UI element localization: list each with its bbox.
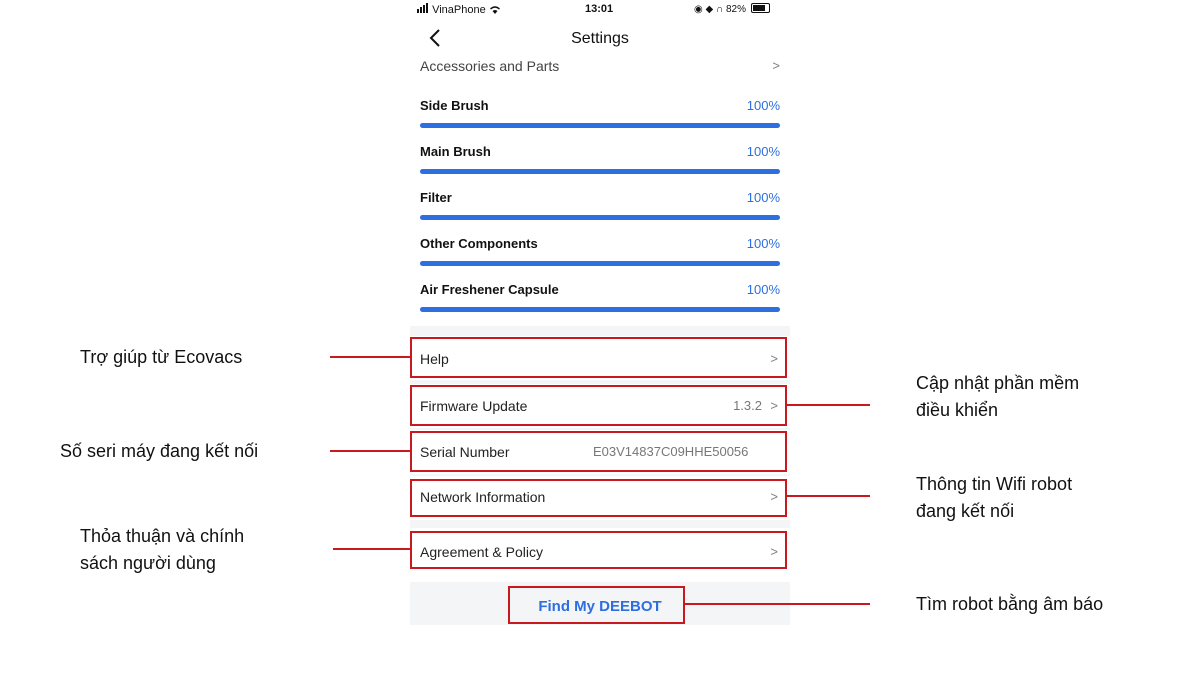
- firmware-version: 1.3.2: [733, 398, 762, 413]
- alarm-icon: ◉ ◆ ∩: [694, 4, 724, 15]
- carrier-name: VinaPhone: [432, 4, 486, 16]
- part-name: Side Brush: [420, 98, 489, 113]
- wifi-icon: [489, 5, 501, 14]
- firmware-annotation: Cập nhật phần mềm điều khiển: [916, 373, 1080, 420]
- nav-bar: [410, 20, 790, 56]
- find-annotation: Tìm robot bằng âm báo: [916, 594, 1104, 614]
- part-percent: 100%: [746, 190, 780, 205]
- firmware-label: Firmware Update: [420, 398, 528, 414]
- part-name: Air Freshener Capsule: [420, 282, 559, 297]
- part-progress-bar: [420, 123, 780, 128]
- agreement-annotation: Thỏa thuận và chính sách người dùng: [80, 526, 245, 573]
- chevron-right-icon: >: [770, 351, 778, 366]
- chevron-right-icon: >: [770, 398, 778, 413]
- part-item: [410, 178, 790, 224]
- accessories-label: Accessories and Parts: [420, 58, 560, 74]
- network-label: Network Information: [420, 489, 546, 505]
- part-item: [410, 132, 790, 178]
- part-name: Filter: [420, 190, 452, 205]
- page-title: Settings: [571, 30, 629, 47]
- find-highlight-box: [508, 586, 685, 624]
- part-item: [410, 86, 790, 132]
- serial-annotation: Số seri máy đang kết nối: [60, 441, 259, 461]
- help-connector-line: [330, 356, 410, 358]
- part-percent: 100%: [746, 236, 780, 251]
- network-highlight-box: [410, 479, 787, 517]
- battery-percent: 82%: [725, 4, 746, 15]
- part-item: [410, 224, 790, 270]
- agreement-highlight-box: [410, 531, 787, 569]
- chevron-right-icon: >: [772, 58, 780, 73]
- firmware-connector-line: [787, 404, 870, 406]
- part-progress-bar: [420, 307, 780, 312]
- find-connector-line: [685, 603, 870, 605]
- serial-value: E03V14837C09HHE50056: [593, 444, 749, 459]
- find-button-label: Find My DEEBOT: [538, 598, 662, 615]
- serial-connector-line: [330, 450, 410, 452]
- part-percent: 100%: [746, 98, 780, 113]
- help-annotation: Trợ giúp từ Ecovacs: [80, 347, 243, 367]
- chevron-right-icon: >: [770, 544, 778, 559]
- serial-highlight-box: [410, 431, 787, 472]
- agreement-connector-line: [333, 548, 410, 550]
- network-annotation: Thông tin Wifi robot đang kết nối: [916, 474, 1073, 521]
- part-percent: 100%: [746, 144, 780, 159]
- help-highlight-box: [410, 337, 787, 378]
- part-percent: 100%: [746, 282, 780, 297]
- part-progress-bar: [420, 169, 780, 174]
- network-connector-line: [787, 495, 870, 497]
- signal-icon: [417, 3, 429, 16]
- parts-list: [410, 86, 790, 326]
- firmware-highlight-box: [410, 385, 787, 426]
- part-progress-bar: [420, 261, 780, 266]
- part-name: Other Components: [420, 236, 538, 251]
- serial-label: Serial Number: [420, 444, 510, 460]
- part-item: [410, 270, 790, 316]
- battery-icon: [751, 3, 770, 13]
- part-progress-bar: [420, 215, 780, 220]
- status-bar: [410, 0, 790, 20]
- chevron-right-icon: >: [770, 489, 778, 504]
- agreement-label: Agreement & Policy: [420, 544, 543, 560]
- accessories-row[interactable]: [410, 56, 790, 86]
- help-label: Help: [420, 351, 449, 367]
- part-name: Main Brush: [420, 144, 491, 159]
- status-time: 13:01: [585, 3, 614, 15]
